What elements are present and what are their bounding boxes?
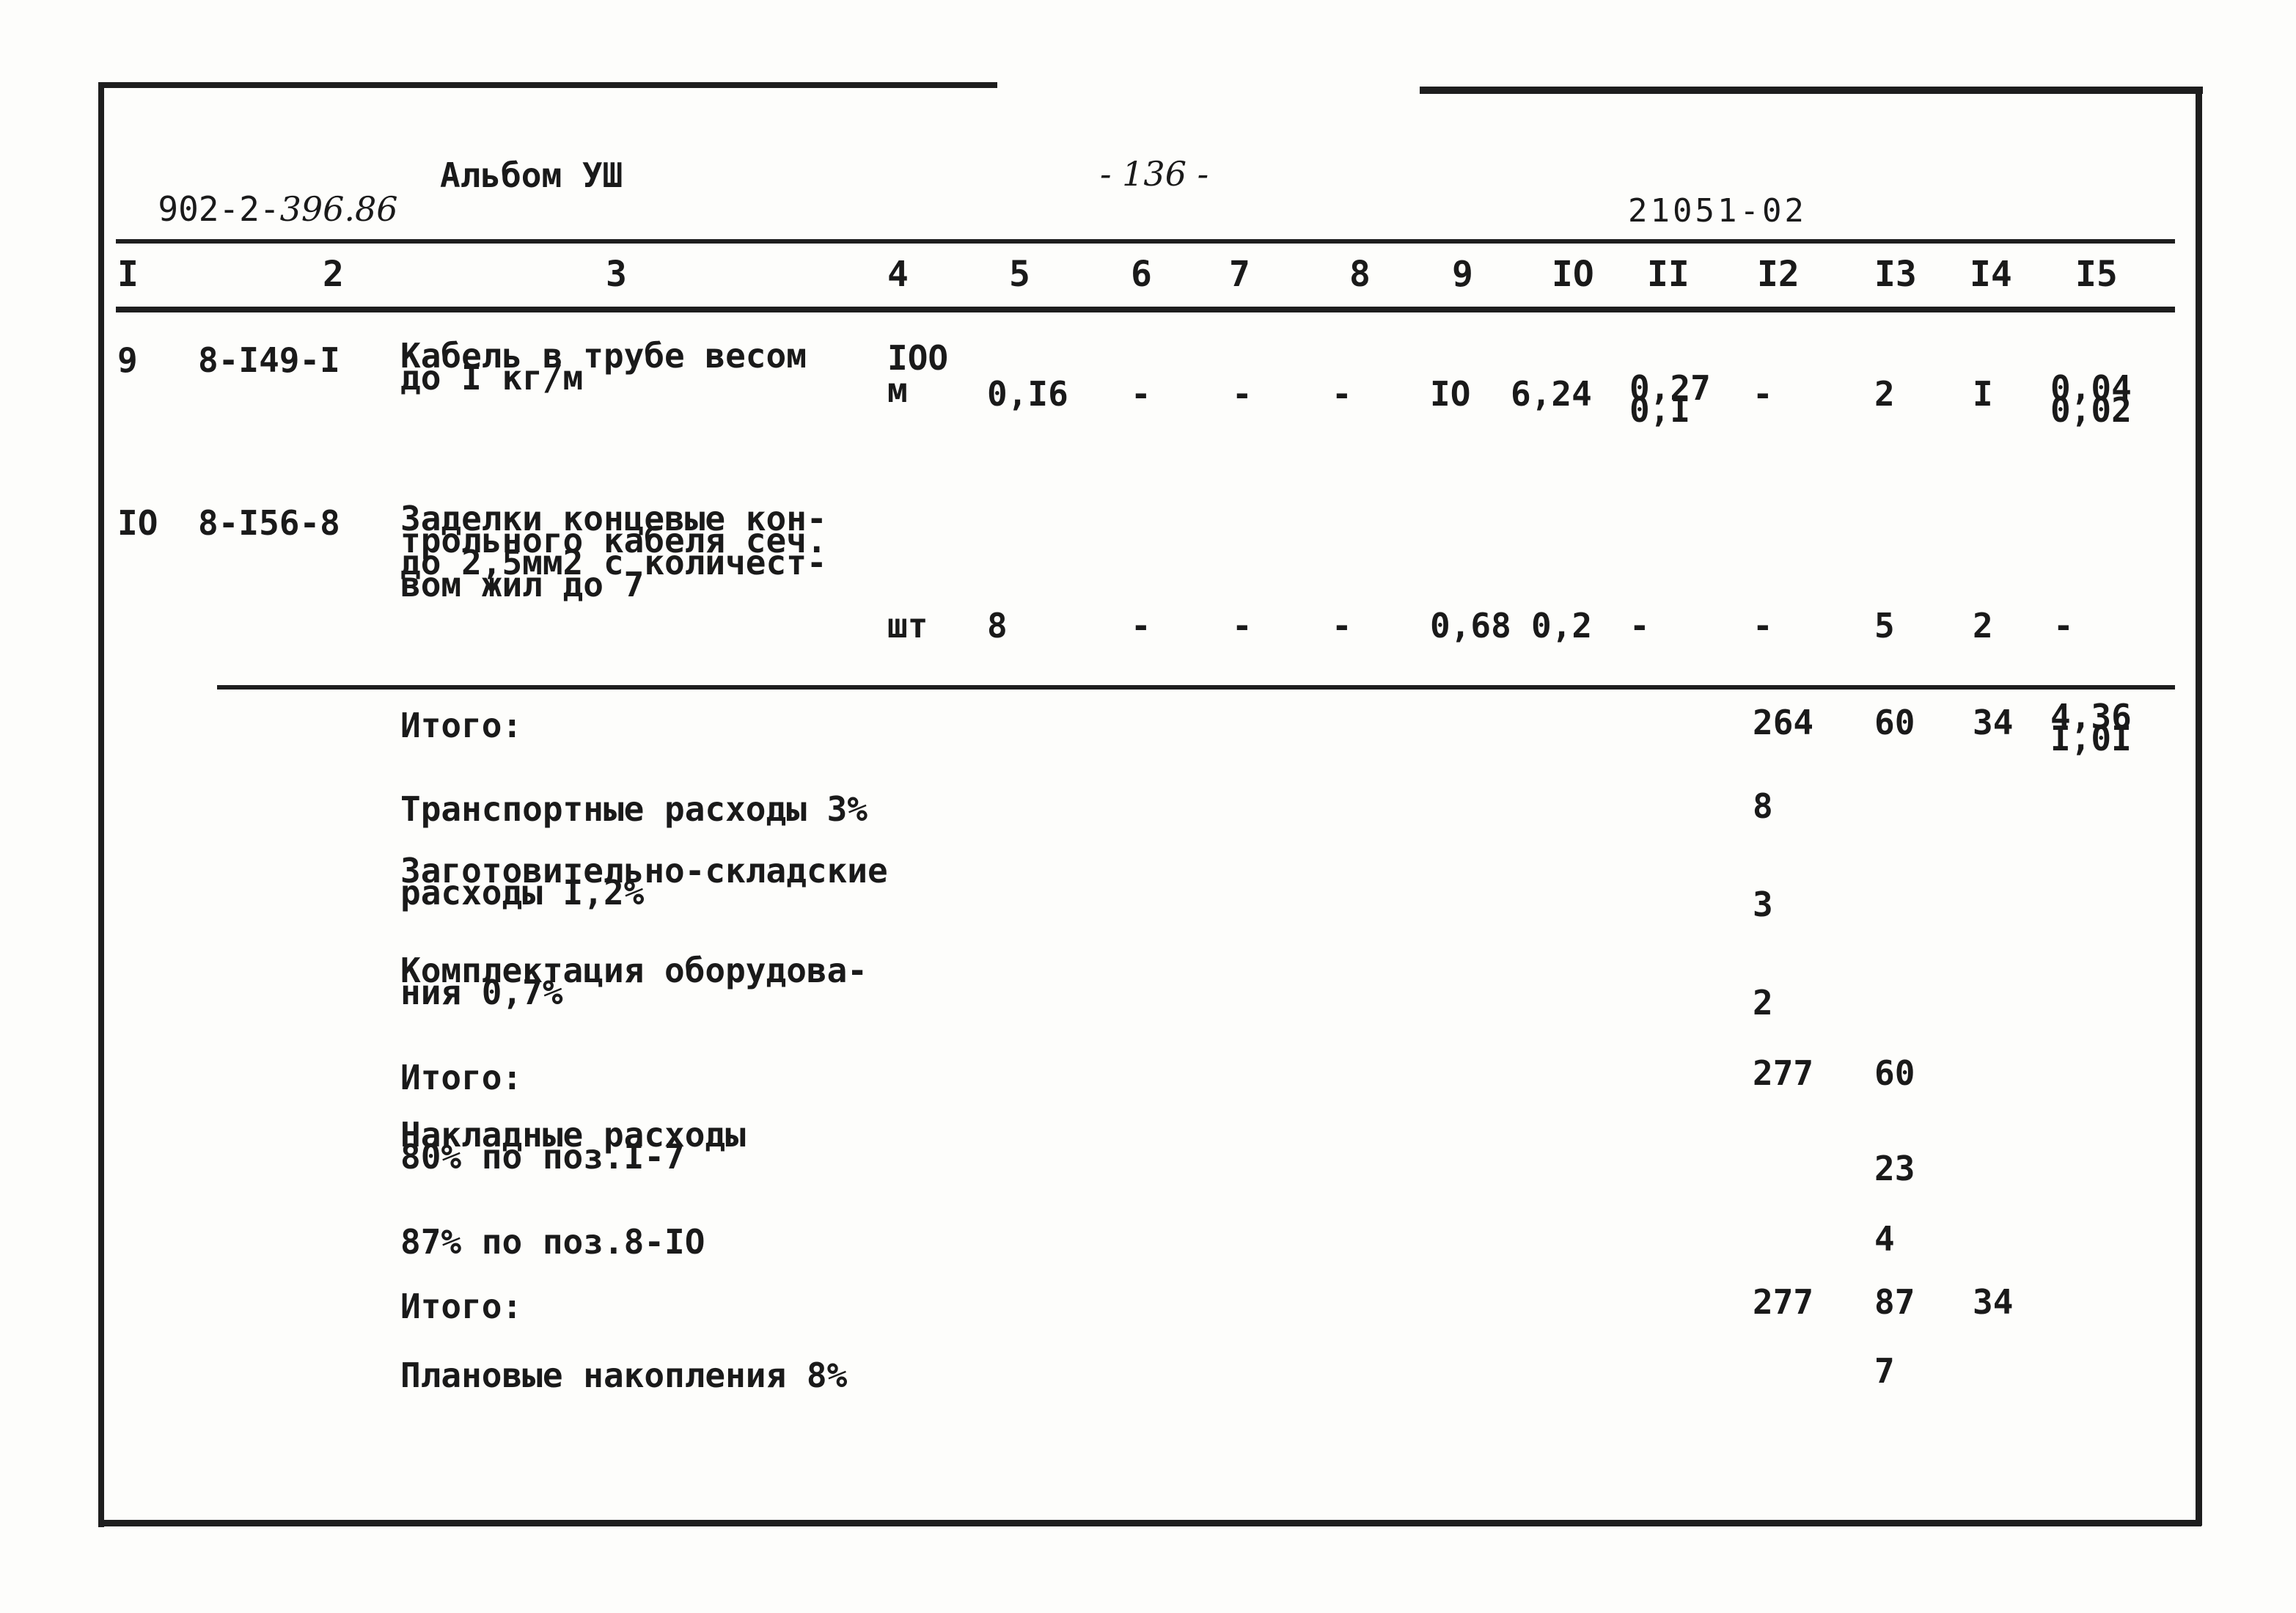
summary-c15: 4,36 I,0I bbox=[2050, 697, 2132, 758]
cell-12: - bbox=[1753, 606, 1773, 645]
summary-c13: 60 bbox=[1874, 1053, 1915, 1093]
summary-label: Заготовительно-складские расходы I,2% bbox=[400, 851, 888, 912]
cell-8: - bbox=[1332, 374, 1352, 414]
cell-6: - bbox=[1131, 606, 1151, 645]
page-number: - 136 - bbox=[1100, 154, 1209, 194]
cell-15: 0,04 0,02 bbox=[2050, 368, 2132, 430]
summary-c12: 8 bbox=[1753, 786, 1773, 826]
summary-c14: 34 bbox=[1973, 1282, 2014, 1322]
cell-14: I bbox=[1973, 374, 1993, 414]
sheet-code: 21051-02 bbox=[1628, 192, 1807, 230]
col-header: 2 bbox=[323, 254, 344, 295]
summary-c13: 60 bbox=[1874, 703, 1915, 742]
summary-label: Итого: bbox=[400, 1058, 523, 1097]
frame-bottom bbox=[98, 1520, 2201, 1526]
summary-label: Транспортные расходы 3% bbox=[400, 789, 868, 829]
summary-label: Комплектация оборудова- ния 0,7% bbox=[400, 951, 868, 1012]
cell-9: IO bbox=[1430, 374, 1471, 414]
summary-label: Плановые накопления 8% bbox=[400, 1356, 848, 1395]
album-title: Альбом УШ bbox=[440, 156, 623, 195]
header-rule-bottom bbox=[116, 307, 2175, 312]
cell-9: 0,68 bbox=[1430, 606, 1511, 645]
row-number: 9 bbox=[117, 340, 138, 380]
cell-13: 5 bbox=[1874, 606, 1895, 645]
summary-c12: 277 bbox=[1753, 1282, 1814, 1322]
cell-15: - bbox=[2053, 606, 2074, 645]
cell-7: - bbox=[1232, 606, 1252, 645]
summary-c13: 7 bbox=[1874, 1351, 1895, 1391]
col-header: II bbox=[1647, 254, 1690, 295]
summary-label: Итого: bbox=[400, 1287, 523, 1326]
summary-label: Накладные расходы 80% по поз.I-7 bbox=[400, 1115, 746, 1177]
summary-label: Итого: bbox=[400, 706, 523, 745]
cell-8: - bbox=[1332, 606, 1352, 645]
summary-c13: 23 bbox=[1874, 1149, 1915, 1188]
frame-top-left bbox=[100, 82, 997, 88]
unit: шт bbox=[887, 606, 928, 645]
frame-left bbox=[98, 82, 104, 1527]
summary-label: 87% по поз.8-IO bbox=[400, 1222, 705, 1262]
cell-10: 0,2 bbox=[1531, 606, 1593, 645]
summary-c12: 264 bbox=[1753, 703, 1814, 742]
quantity: 0,I6 bbox=[987, 374, 1068, 414]
cell-13: 2 bbox=[1874, 374, 1895, 414]
col-header: I3 bbox=[1874, 254, 1917, 295]
item-name: Заделки концевые кон- трольного кабеля сеч. до 2,5мм2 с количест- вом жил до 7 bbox=[400, 499, 827, 604]
col-header: 5 bbox=[1009, 254, 1030, 295]
col-header: I4 bbox=[1970, 254, 2012, 295]
cell-10: 6,24 bbox=[1511, 374, 1592, 414]
cell-14: 2 bbox=[1973, 606, 1993, 645]
cell-12: - bbox=[1753, 374, 1773, 414]
item-name: Кабель в трубе весом до I кг/м bbox=[400, 336, 807, 398]
doc-code-prefix: 902-2- bbox=[158, 189, 280, 229]
frame-top-right bbox=[1420, 87, 2203, 94]
price-code: 8-I49-I bbox=[198, 340, 340, 380]
col-header: 4 bbox=[887, 254, 909, 295]
col-header: I5 bbox=[2075, 254, 2118, 295]
doc-code-suffix: 396.86 bbox=[279, 189, 398, 229]
col-header: 9 bbox=[1452, 254, 1473, 295]
col-header: I2 bbox=[1757, 254, 1800, 295]
header-rule-top bbox=[116, 239, 2175, 244]
summary-c13: 87 bbox=[1874, 1282, 1915, 1322]
col-header: I bbox=[117, 254, 139, 295]
col-header: 3 bbox=[606, 254, 627, 295]
frame-right bbox=[2196, 87, 2202, 1526]
col-header: 6 bbox=[1131, 254, 1152, 295]
col-header: 7 bbox=[1229, 254, 1250, 295]
summary-c12: 3 bbox=[1753, 885, 1773, 924]
summary-c12: 277 bbox=[1753, 1053, 1814, 1093]
col-header: IO bbox=[1552, 254, 1594, 295]
summary-c12: 2 bbox=[1753, 983, 1773, 1023]
cell-11: - bbox=[1629, 606, 1650, 645]
subtotal-rule bbox=[217, 685, 2175, 690]
summary-c13: 4 bbox=[1874, 1219, 1895, 1259]
cell-6: - bbox=[1131, 374, 1151, 414]
price-code: 8-I56-8 bbox=[198, 503, 340, 543]
quantity: 8 bbox=[987, 606, 1008, 645]
row-number: IO bbox=[117, 503, 158, 543]
unit: IOO м bbox=[887, 338, 949, 410]
cell-7: - bbox=[1232, 374, 1252, 414]
cell-11: 0,27 0,I bbox=[1629, 368, 1711, 430]
summary-c14: 34 bbox=[1973, 703, 2014, 742]
doc-code bbox=[117, 158, 398, 229]
col-header: 8 bbox=[1349, 254, 1371, 295]
